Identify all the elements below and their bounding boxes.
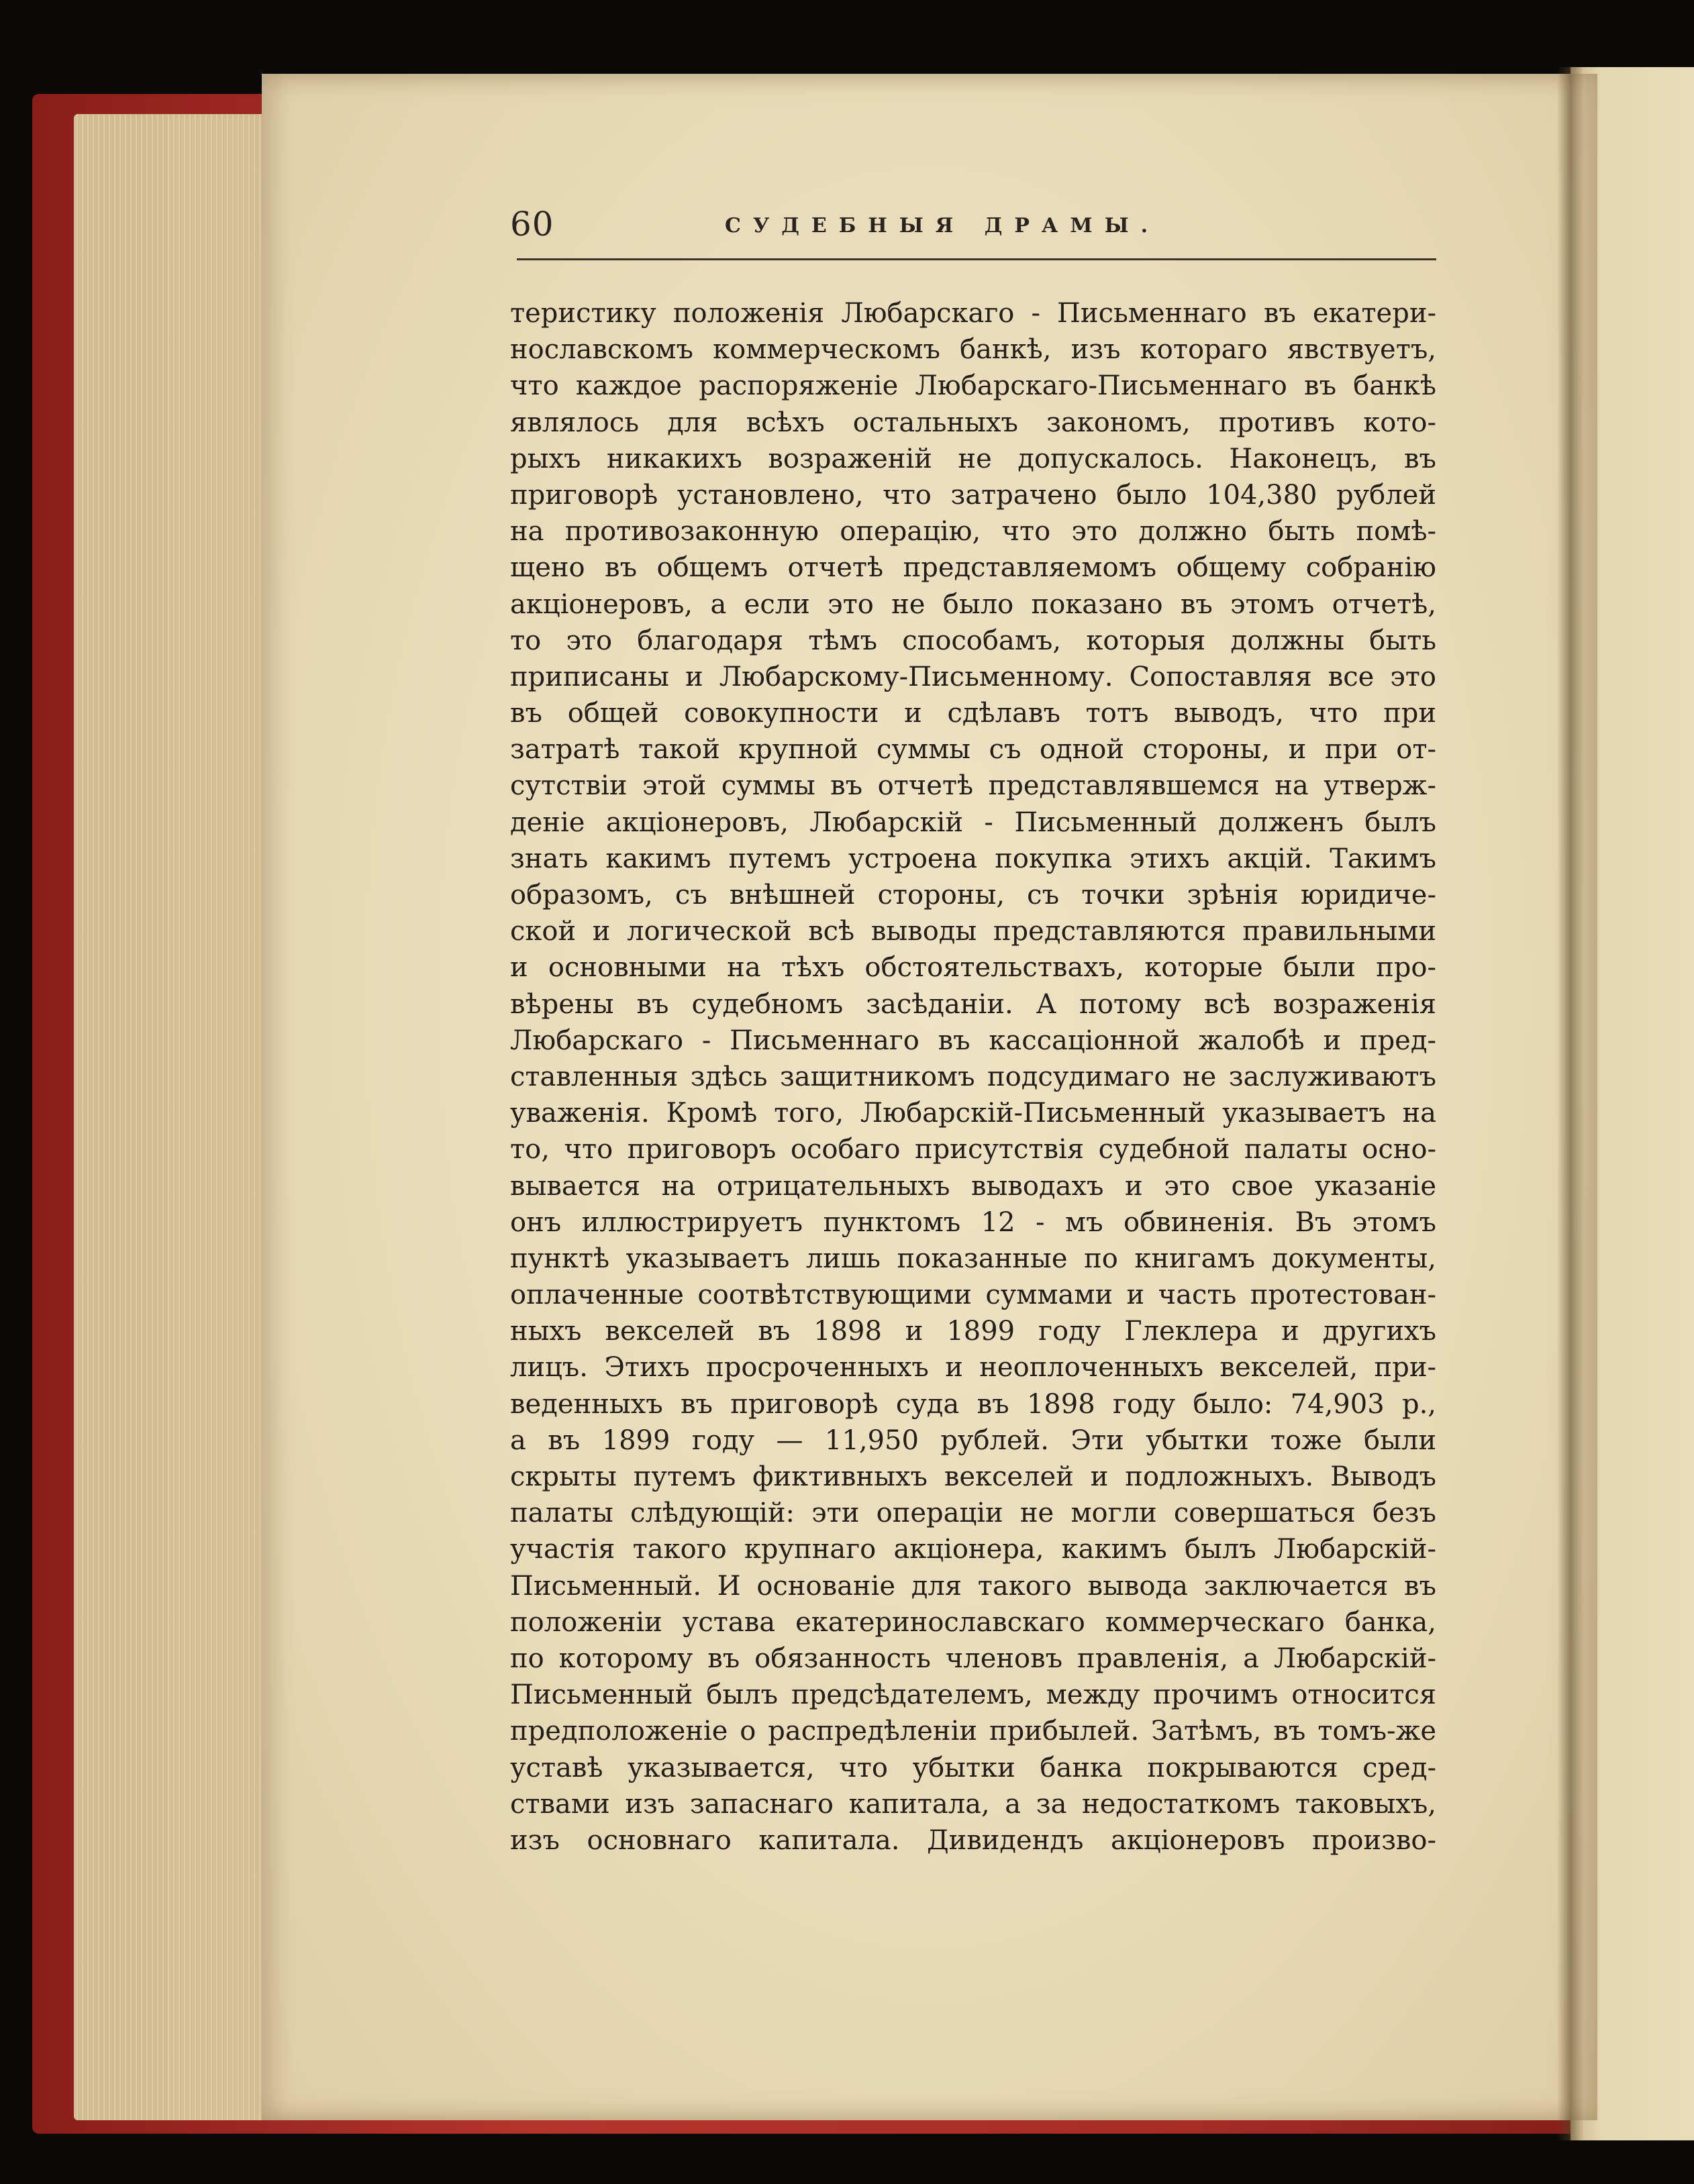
text-line: положеніи устава екатеринославскаго коммерческаго банка, [510, 1606, 1436, 1638]
text-line: лицъ. Этихъ просроченныхъ и неоплоченныхъ векселей, при- [510, 1352, 1436, 1384]
text-line: скрыты путемъ фиктивныхъ векселей и подложныхъ. Выводъ [510, 1461, 1436, 1492]
text-line: то это благодаря тѣмъ способамъ, которыя должны быть [510, 625, 1436, 656]
text-line: то, что приговоръ особаго присутствія судебной палаты осно- [510, 1134, 1436, 1165]
page-number: 60 [510, 205, 554, 244]
text-line: ской и логической всѣ выводы представляются правильными [510, 916, 1436, 947]
text-line: что каждое распоряженіе Любарскаго-Письменнаго въ банкѣ [510, 370, 1436, 402]
text-line: щено въ общемъ отчетѣ представляемомъ общему собранію [510, 552, 1436, 584]
text-line: на противозаконную операцію, что это должно быть помѣ- [510, 516, 1436, 548]
text-line: уваженія. Кромѣ того, Любарскій-Письменный указываетъ на [510, 1098, 1436, 1129]
text-line: приговорѣ установлено, что затрачено было 104,380 рублей [510, 479, 1436, 511]
text-line: вѣрены въ судебномъ засѣданіи. А потому всѣ возраженія [510, 988, 1436, 1020]
text-line: нославскомъ коммерческомъ банкѣ, изъ котораго явствуетъ, [510, 334, 1436, 366]
text-line: являлось для всѣхъ остальныхъ закономъ, противъ кото- [510, 407, 1436, 438]
book-gutter [1557, 67, 1584, 2140]
text-line: Письменный. И основаніе для такого вывода заключается въ [510, 1570, 1436, 1602]
text-line: ставленныя здѣсь защитникомъ подсудимаго не заслуживаютъ [510, 1061, 1436, 1092]
text-line: образомъ, съ внѣшней стороны, съ точки зрѣнія юридиче- [510, 880, 1436, 911]
page-block-edges [74, 114, 289, 2120]
text-line: а въ 1899 году — 11,950 рублей. Эти убытки тоже были [510, 1424, 1436, 1456]
text-line: акціонеровъ, а если это не было показано въ этомъ отчетѣ, [510, 588, 1436, 620]
text-line: рыхъ никакихъ возраженій не допускалось. Наконецъ, въ [510, 443, 1436, 474]
text-line: оплаченные соотвѣтствующими суммами и часть протестован- [510, 1280, 1436, 1311]
text-line: участія такого крупнаго акціонера, какимъ былъ Любарскій- [510, 1534, 1436, 1565]
text-line: въ общей совокупности и сдѣлавъ тотъ выводъ, что при [510, 698, 1436, 729]
header-rule [517, 258, 1436, 260]
text-line: пунктѣ указываетъ лишь показанные по книгамъ документы, [510, 1243, 1436, 1274]
text-line: Любарскаго - Письменнаго въ кассаціонной жалобѣ и пред- [510, 1025, 1436, 1056]
text-line: Письменный былъ предсѣдателемъ, между прочимъ относится [510, 1679, 1436, 1711]
text-line: знать какимъ путемъ устроена покупка этихъ акцій. Такимъ [510, 843, 1436, 874]
text-line: теристику положенія Любарскаго - Письменнаго въ екатери- [510, 298, 1436, 329]
page-header [510, 205, 1436, 258]
text-line: и основными на тѣхъ обстоятельствахъ, которые были про- [510, 952, 1436, 984]
text-line: уставѣ указывается, что убытки банка покрываются сред- [510, 1752, 1436, 1783]
text-line: деніе акціонеровъ, Любарскій - Письменный долженъ былъ [510, 807, 1436, 838]
text-line: изъ основнаго капитала. Дивидендъ акціонеровъ произво- [510, 1824, 1436, 1856]
text-line: по которому въ обязанность членовъ правленія, а Любарскій- [510, 1643, 1436, 1674]
text-line: предположеніе о распредѣленіи прибылей. Затѣмъ, въ томъ-же [510, 1716, 1436, 1747]
text-line: онъ иллюстрируетъ пунктомъ 12 - мъ обвиненія. Въ этомъ [510, 1206, 1436, 1238]
text-line: ствами изъ запаснаго капитала, а за недостаткомъ таковыхъ, [510, 1788, 1436, 1820]
text-line: вывается на отрицательныхъ выводахъ и это свое указаніе [510, 1170, 1436, 1202]
text-line: приписаны и Любарскому-Письменному. Сопоставляя все это [510, 661, 1436, 692]
text-line: веденныхъ въ приговорѣ суда въ 1898 году было: 74,903 р., [510, 1388, 1436, 1420]
text-line: сутствіи этой суммы въ отчетѣ представлявшемся на утверж- [510, 770, 1436, 802]
text-line: затратѣ такой крупной суммы съ одной стороны, и при от- [510, 734, 1436, 766]
body-text [510, 295, 1436, 1859]
text-line: палаты слѣдующій: эти операціи не могли совершаться безъ [510, 1498, 1436, 1529]
running-head: СУДЕБНЫЯ ДРАМЫ. [725, 214, 1160, 238]
text-line: ныхъ векселей въ 1898 и 1899 году Глеклера и другихъ [510, 1316, 1436, 1347]
